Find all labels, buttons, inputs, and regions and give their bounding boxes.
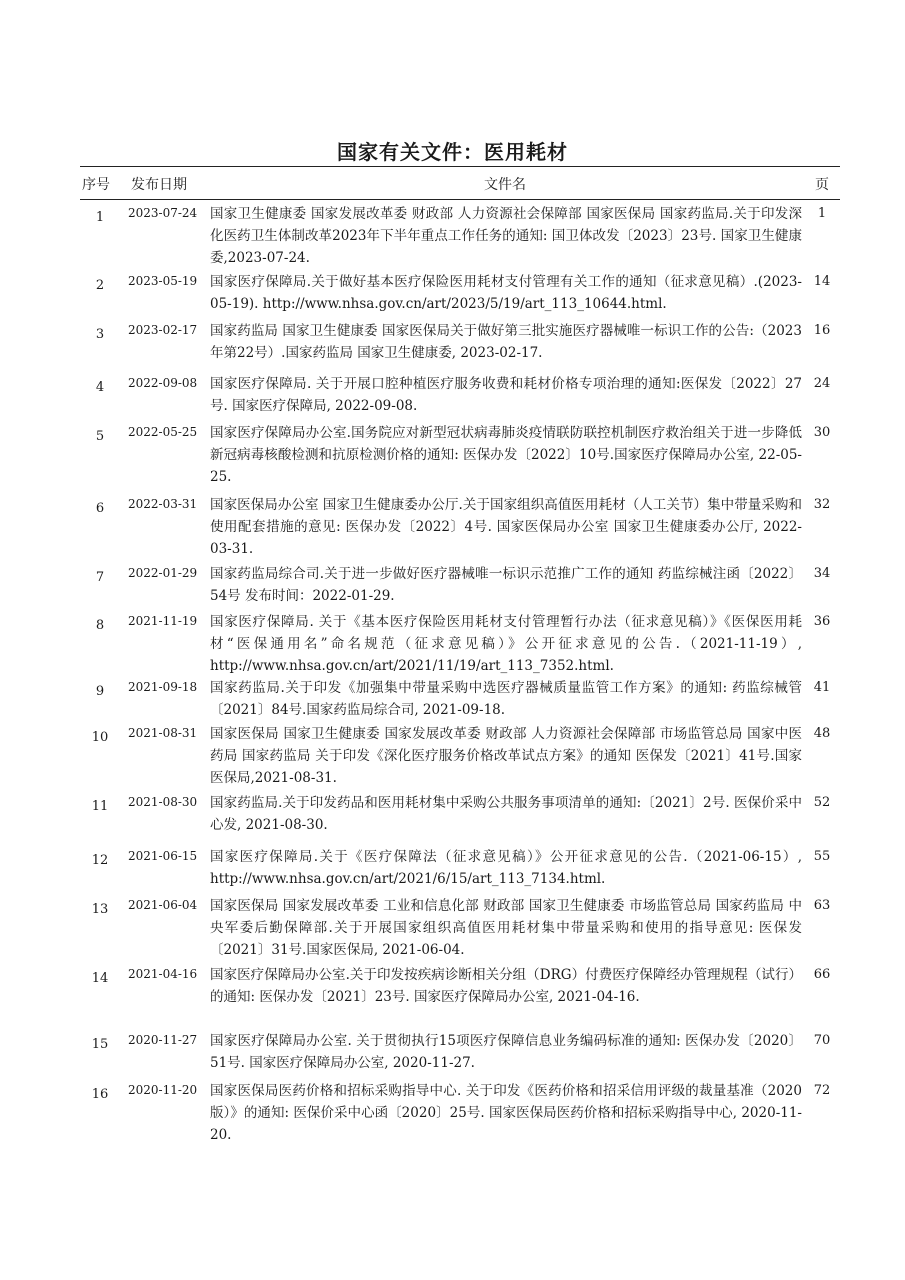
row-document-name: 国家医疗保障局办公室.关于印发按疾病诊断相关分组（DRG）付费医疗保障经办管理规程（试行）的通知: 医保办发〔2021〕23号. 国家医疗保障局办公室, 2021-04-16. bbox=[210, 967, 802, 1005]
row-number: 12 bbox=[91, 853, 109, 868]
row-page-number: 14 bbox=[813, 274, 831, 289]
row-document-name: 国家药监局综合司.关于进一步做好医疗器械唯一标识示范推广工作的通知 药监综械注函〔2022〕54号 发布时间：2022-01-29. bbox=[210, 566, 802, 604]
row-page-number: 70 bbox=[813, 1033, 831, 1048]
row-number: 13 bbox=[91, 902, 109, 917]
row-date: 2023-02-17 bbox=[128, 323, 198, 337]
row-document-name: 国家医疗保障局.关于《医疗保障法（征求意见稿）》公开征求意见的公告.（2021-06-15）, http://www.nhsa.gov.cn/art/2021/6/15/art_113_7134.html. bbox=[210, 849, 802, 887]
row-number: 9 bbox=[95, 684, 105, 699]
row-page-number: 1 bbox=[817, 206, 827, 221]
row-page-number: 55 bbox=[813, 849, 831, 864]
row-date: 2021-06-15 bbox=[128, 849, 198, 863]
row-date: 2021-08-31 bbox=[128, 726, 198, 740]
row-date: 2021-08-30 bbox=[128, 795, 198, 809]
row-page-number: 24 bbox=[813, 376, 831, 391]
row-document-name: 国家药监局.关于印发药品和医用耗材集中采购公共服务事项清单的通知:〔2021〕2号. 医保价采中心发, 2021-08-30. bbox=[210, 795, 802, 833]
row-document-name: 国家医疗保障局. 关于开展口腔种植医疗服务收费和耗材价格专项治理的通知:医保发〔2022〕27号. 国家医疗保障局, 2022-09-08. bbox=[210, 376, 802, 414]
row-page-number: 32 bbox=[813, 497, 831, 512]
row-document-name: 国家医疗保障局办公室. 关于贯彻执行15项医疗保障信息业务编码标准的通知: 医保办发〔2020〕51号. 国家医疗保障局办公室, 2020-11-27. bbox=[210, 1033, 802, 1071]
row-number: 3 bbox=[95, 327, 105, 342]
row-page-number: 48 bbox=[813, 726, 831, 741]
row-document-name: 国家卫生健康委 国家发展改革委 财政部 人力资源社会保障部 国家医保局 国家药监局.关于印发深化医药卫生体制改革2023年下半年重点工作任务的通知: 国卫体改发〔2023〕23号. 国家卫生健康委,2023-07-24. bbox=[210, 206, 802, 266]
row-number: 8 bbox=[95, 618, 105, 633]
row-number: 6 bbox=[95, 501, 105, 516]
row-date: 2022-05-25 bbox=[128, 425, 198, 439]
row-number: 2 bbox=[95, 278, 105, 293]
row-date: 2023-07-24 bbox=[128, 206, 198, 220]
row-page-number: 36 bbox=[813, 614, 831, 629]
row-date: 2021-11-19 bbox=[128, 614, 198, 628]
row-number: 7 bbox=[95, 570, 105, 585]
row-date: 2022-03-31 bbox=[128, 497, 198, 511]
row-page-number: 52 bbox=[813, 795, 831, 810]
table-header-rule bbox=[80, 199, 840, 200]
row-document-name: 国家医保局办公室 国家卫生健康委办公厅.关于国家组织高值医用耗材（人工关节）集中带量采购和使用配套措施的意见: 医保办发〔2022〕4号. 国家医保局办公室 国家卫生健康委办公厅, 2022-03-31. bbox=[210, 497, 802, 557]
row-document-name: 国家医疗保障局办公室.国务院应对新型冠状病毒肺炎疫情联防联控机制医疗救治组关于进一步降低新冠病毒核酸检测和抗原检测价格的通知: 医保办发〔2022〕10号.国家医疗保障局办公室, 22-05-25. bbox=[210, 425, 802, 485]
row-date: 2021-09-18 bbox=[128, 680, 198, 694]
row-page-number: 72 bbox=[813, 1083, 831, 1098]
row-page-number: 63 bbox=[813, 898, 831, 913]
row-page-number: 41 bbox=[813, 680, 831, 695]
header-no: 序号 bbox=[82, 177, 110, 193]
row-date: 2021-06-04 bbox=[128, 898, 198, 912]
row-date: 2021-04-16 bbox=[128, 967, 198, 981]
header-page: 页 bbox=[815, 177, 829, 193]
row-document-name: 国家医疗保障局. 关于《基本医疗保险医用耗材支付管理暂行办法（征求意见稿）》《医保医用耗材“医保通用名”命名规范（征求意见稿）》公开征求意见的公告.（2021-11-19）, http://www.nhsa.gov.cn/art/2021/11/19/art_113_7352.html. bbox=[210, 614, 802, 674]
table-top-rule bbox=[80, 166, 840, 167]
row-document-name: 国家药监局.关于印发《加强集中带量采购中选医疗器械质量监管工作方案》的通知: 药监综械管〔2021〕84号.国家药监局综合司, 2021-09-18. bbox=[210, 680, 802, 718]
row-page-number: 16 bbox=[813, 323, 831, 338]
row-number: 10 bbox=[91, 730, 109, 745]
row-number: 15 bbox=[91, 1037, 109, 1052]
row-page-number: 30 bbox=[813, 425, 831, 440]
row-document-name: 国家医保局 国家卫生健康委 国家发展改革委 财政部 人力资源社会保障部 市场监管总局 国家中医药局 国家药监局 关于印发《深化医疗服务价格改革试点方案》的通知 医保发〔2021〕41号.国家医保局,2021-08-31. bbox=[210, 726, 802, 786]
row-document-name: 国家药监局 国家卫生健康委 国家医保局关于做好第三批实施医疗器械唯一标识工作的公告:（2023年第22号）.国家药监局 国家卫生健康委, 2023-02-17. bbox=[210, 323, 802, 361]
row-date: 2023-05-19 bbox=[128, 274, 198, 288]
row-date: 2022-09-08 bbox=[128, 376, 198, 390]
row-page-number: 66 bbox=[813, 967, 831, 982]
row-document-name: 国家医疗保障局.关于做好基本医疗保险医用耗材支付管理有关工作的通知（征求意见稿）.(2023-05-19). http://www.nhsa.gov.cn/art/2023/5/19/art_113_10644.html. bbox=[210, 274, 802, 312]
row-date: 2020-11-27 bbox=[128, 1033, 198, 1047]
row-number: 1 bbox=[95, 210, 105, 225]
row-date: 2022-01-29 bbox=[128, 566, 198, 580]
row-number: 11 bbox=[91, 799, 109, 814]
row-number: 4 bbox=[95, 380, 105, 395]
row-number: 16 bbox=[91, 1087, 109, 1102]
header-name: 文件名 bbox=[484, 177, 526, 193]
row-page-number: 34 bbox=[813, 566, 831, 581]
row-document-name: 国家医保局医药价格和招标采购指导中心. 关于印发《医药价格和招采信用评级的裁量基准（2020版）》的通知: 医保价采中心函〔2020〕25号. 国家医保局医药价格和招标采购指导中心, 2020-11-20. bbox=[210, 1083, 802, 1143]
row-number: 5 bbox=[95, 429, 105, 444]
header-date: 发布日期 bbox=[131, 177, 187, 193]
row-document-name: 国家医保局 国家发展改革委 工业和信息化部 财政部 国家卫生健康委 市场监管总局 国家药监局 中央军委后勤保障部.关于开展国家组织高值医用耗材集中带量采购和使用的指导意见: 医保发〔2021〕31号.国家医保局, 2021-06-04. bbox=[210, 898, 802, 958]
page-title: 国家有关文件：医用耗材 bbox=[337, 140, 568, 164]
row-number: 14 bbox=[91, 971, 109, 986]
row-date: 2020-11-20 bbox=[128, 1083, 198, 1097]
